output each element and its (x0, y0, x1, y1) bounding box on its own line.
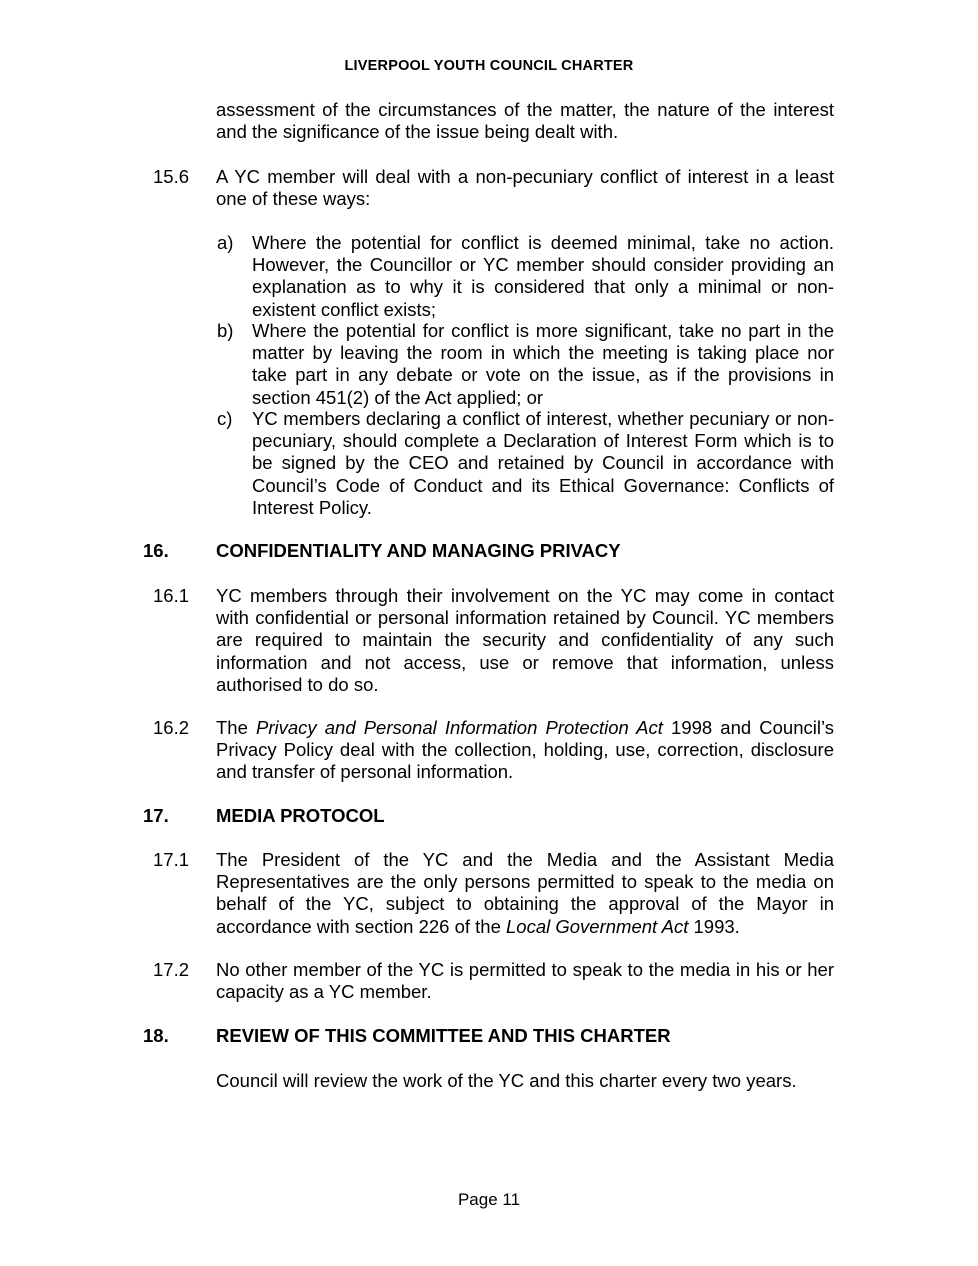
section-18-text: Council will review the work of the YC and this charter every two years. (216, 1070, 797, 1091)
section-number-16: 16. (143, 540, 169, 561)
clause-number-15-6: 15.6 (153, 166, 190, 187)
section-heading-16: CONFIDENTIALITY AND MANAGING PRIVACY (216, 540, 621, 561)
continuation-paragraph: assessment of the circumstances of the matter, the nature of the interest and the significance of the issue being dealt with. (216, 99, 834, 143)
section-heading-17: MEDIA PROTOCOL (216, 805, 385, 826)
clause-number-16-1: 16.1 (153, 585, 190, 606)
clause-16-1-text: YC members through their involvement on the YC may come in contact with confidential or personal information retained by Council. YC members are required to maintain the security and confidentiality of any such information and not access, use or remove that information, unless authorised to do so. (216, 585, 834, 695)
clause-17-1-pre: The President of the YC and the Media and the Assistant Media Representatives are the only persons permitted to speak to the media on behalf of the YC, subject to obtaining the approval of the Mayor in accordance with section 226 of the (216, 849, 834, 937)
page-number: Page 11 (457, 1190, 521, 1209)
list-letter-c: c) (217, 408, 233, 429)
list-letter-a: a) (217, 232, 234, 253)
clause-number-17-2: 17.2 (153, 959, 190, 980)
list-item-c: YC members declaring a conflict of interest, whether pecuniary or non-pecuniary, should complete a Declaration of Interest Form which is to be signed by the CEO and retained by Council in accordance with Council’s Code of Conduct and its Ethical Governance: Conflicts of Interest Policy. (252, 408, 834, 518)
clause-16-2-text (216, 717, 834, 784)
section-number-17: 17. (143, 805, 169, 826)
clause-16-2-post: 1998 and Council’s Privacy Policy deal with the collection, holding, use, correction, disclosure and transfer of personal information. (216, 717, 834, 783)
clause-15-6-text: A YC member will deal with a non-pecuniary conflict of interest in a least one of these ways: (216, 166, 834, 210)
document-header: LIVERPOOL YOUTH COUNCIL CHARTER (344, 58, 634, 74)
clause-17-1-text (216, 849, 834, 938)
clause-17-2-text: No other member of the YC is permitted to speak to the media in his or her capacity as a YC member. (216, 959, 834, 1003)
clause-number-16-2: 16.2 (153, 717, 190, 738)
section-heading-18: REVIEW OF THIS COMMITTEE AND THIS CHARTER (216, 1025, 671, 1046)
list-letter-b: b) (217, 320, 234, 341)
privacy-act-title: Privacy and Personal Information Protection Act (255, 717, 663, 738)
section-number-18: 18. (143, 1025, 169, 1046)
local-government-act-title: Local Government Act (506, 915, 689, 937)
list-item-b: Where the potential for conflict is more significant, take no part in the matter by leaving the room in which the meeting is taking place nor take part in any debate or vote on the issue, as if the provisions in section 451(2) of the Act applied; or (252, 320, 834, 408)
clause-17-1-post: 1993. (688, 915, 740, 937)
clause-16-2-pre: The (216, 717, 256, 738)
clause-number-17-1: 17.1 (153, 849, 190, 870)
list-item-a: Where the potential for conflict is deemed minimal, take no action. However, the Councillor or YC member should consider providing an explanation as to why it is considered that only a minimal or non-existent conflict exists; (252, 232, 834, 320)
